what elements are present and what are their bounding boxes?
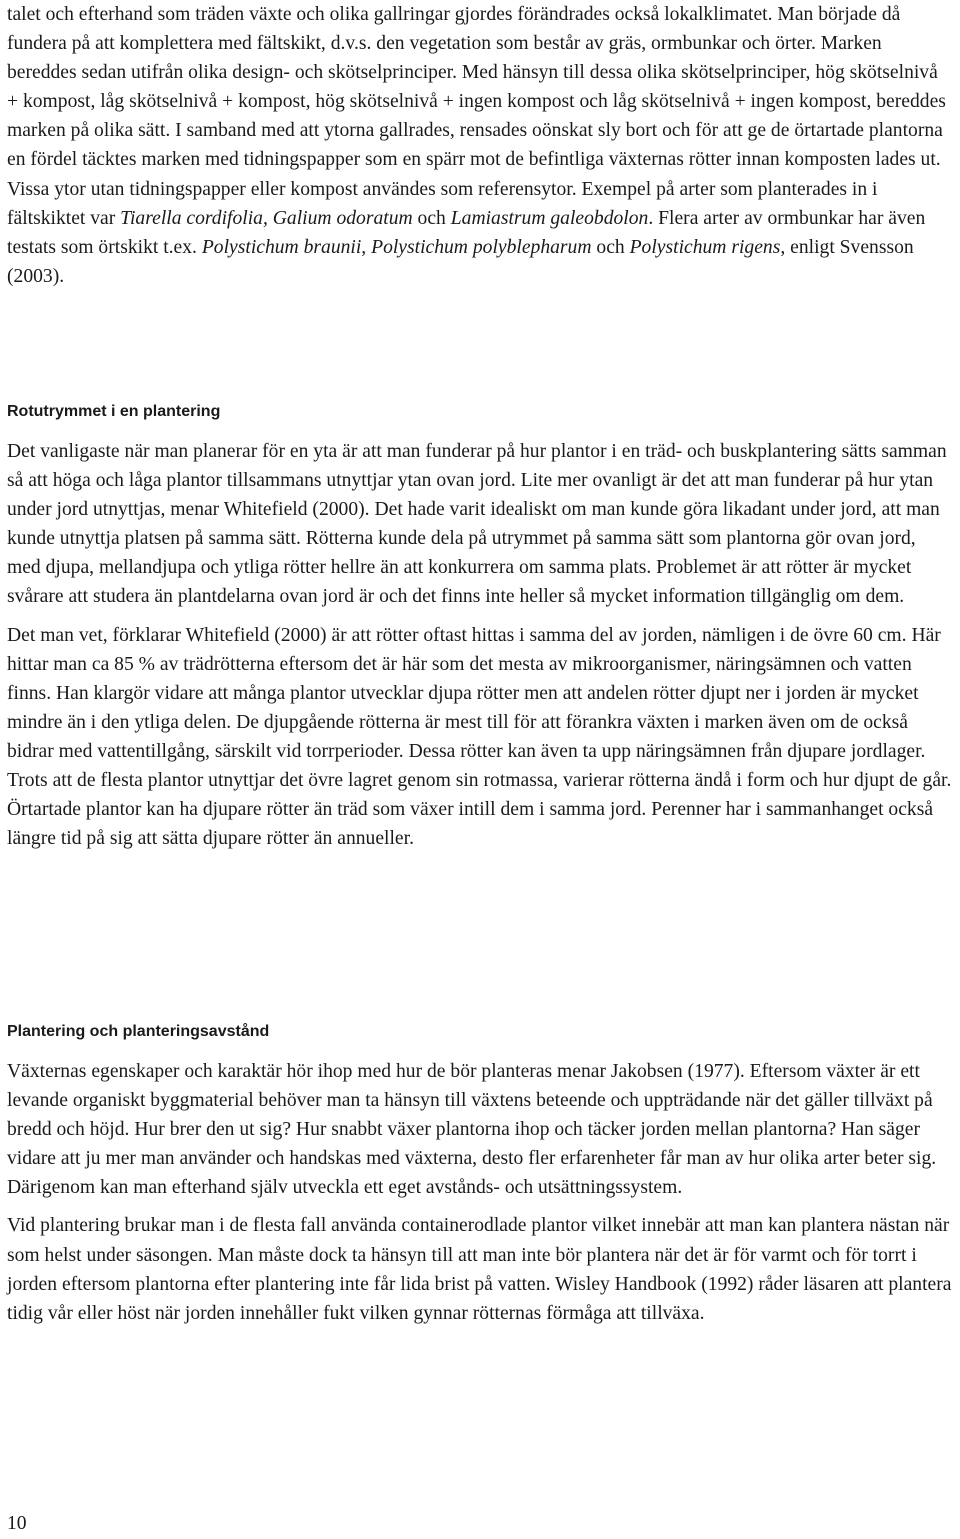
- body-paragraph: Det vanligaste när man planerar för en yta är att man funderar på hur plantor i en träd- och buskplantering sätts samman så att höga och låga plantor tillsammans utnyttjar ytan ovan jord. Lite mer ovanligt är det att man funderar på hur ytan under jord utnyttjas, menar Whitefield (2000). Det hade varit idealiskt om man kunde göra likadant under jord, att man kunde utnyttja platsen på samma sätt. Rötterna kunde dela på utrymmet på samma sätt som plantorna gör ovan jord, med djupa, mellandjupa och ytliga rötter hellre än att konkurrera om samma plats. Problemet är att rötter är mycket svårare att studera än plantdelarna ovan jord är och det finns inte heller så mycket information tillgänglig om dem.: [7, 441, 947, 608]
- intro-text-b: och: [412, 207, 451, 229]
- body-paragraph: Vid plantering brukar man i de flesta fall använda containerodlade plantor vilket innebär att man kan plantera nästan när som helst under säsongen. Man måste dock ta hänsyn till att man inte bör plantera när det är för varmt och för torrt i jorden eftersom plantorna efter plantering inte får lida brist på vatten. Wisley Handbook (1992) råder läsaren att plantera tidig vår eller höst när jorden innehåller fukt vilken gynnar rötternas förmåga att tillväxa.: [7, 1215, 952, 1324]
- species-italic-2: Lamiastrum galeobdolon: [450, 207, 649, 229]
- section-heading-rotutrymmet: Rotutrymmet i en plantering: [7, 403, 221, 420]
- intro-text-c: . Flera arter av ormbunkar har även testats som örtskikt t.ex.: [7, 207, 926, 258]
- document-page: [7, 0, 953, 1324]
- intro-text-d: och: [591, 236, 630, 258]
- species-italic-3: Polystichum braunii, Polystichum polyblepharum: [201, 236, 592, 258]
- page-number: 10: [7, 1513, 27, 1534]
- section-rotutrymmet-body: [7, 437, 953, 853]
- species-italic-4: Polystichum rigens: [629, 236, 781, 258]
- body-paragraph: Växternas egenskaper och karaktär hör ihop med hur de bör planteras menar Jakobsen (1977). Eftersom växter är ett levande organiskt byggmaterial behöver man ta hänsyn till växtens beteende och uppträdande när det gäller tillväxt på bredd och höjd. Hur brer den ut sig? Hur snabbt växer plantorna ihop och täcker jorden mellan plantorna? Han säger vidare att ju mer man använder och handskas med växterna, desto fler erfarenheter får man av hur olika arter beter sig. Därigenom kan man efterhand själv utveckla ett eget avstånds- och utsättningssystem.: [7, 1061, 937, 1199]
- intro-paragraph: [7, 0, 953, 291]
- body-paragraph: Det man vet, förklarar Whitefield (2000) är att rötter oftast hittas i samma del av jorden, nämligen i de övre 60 cm. Här hittar man ca 85 % av trädrötterna eftersom det är här som det mesta av mikroorganismer, näringsämnen och vatten finns. Han klargör vidare att många plantor utvecklar djupa rötter men att andelen rötter djupt ner i jorden är mycket mindre än i den ytliga delen. De djupgående rötterna är mest till för att förankra växten i marken även om de också bidrar med vattentillgång, särskilt vid torrperioder. Dessa rötter kan även ta upp näringsämnen från djupare jordlager. Trots att de flesta plantor utnyttjar det övre lagret genom sin rotmassa, varierar rötterna ändå i form och hur djupt de går. Örtartade plantor kan ha djupare rötter än träd som växer intill dem i samma jord. Perenner har i sammanhanget också längre tid på sig att sätta djupare rötter än annueller.: [7, 624, 952, 850]
- section-heading-plantering: Plantering och planteringsavstånd: [7, 1023, 270, 1040]
- intro-text-e: , enligt Svensson (2003).: [7, 236, 914, 287]
- intro-text-a: talet och efterhand som träden växte och olika gallringar gjordes förändrades också lokalklimatet. Man började då fundera på att komplettera med fältskikt, d.v.s. den vegetation som består av gräs, ormbunkar och örter. Marken bereddes sedan utifrån olika design- och skötselprinciper. Med hänsyn till dessa olika skötselprinciper, hög skötselnivå + kompost, låg skötselnivå + kompost, hög skötselnivå + ingen kompost och låg skötselnivå + ingen kompost, bereddes marken på olika sätt. I samband med att ytorna gallrades, rensades oönskat sly bort och för att ge de örtartade plantorna en fördel täcktes marken med tidningspapper som en spärr mot de befintliga växternas rötter innan komposten lades ut. Vissa ytor utan tidningspapper eller kompost användes som referensytor. Exempel på arter som planterades in i fältskiktet var: [7, 4, 946, 229]
- species-italic-1: Tiarella cordifolia, Galium odoratum: [120, 207, 413, 229]
- section-plantering-body: [7, 1057, 953, 1328]
